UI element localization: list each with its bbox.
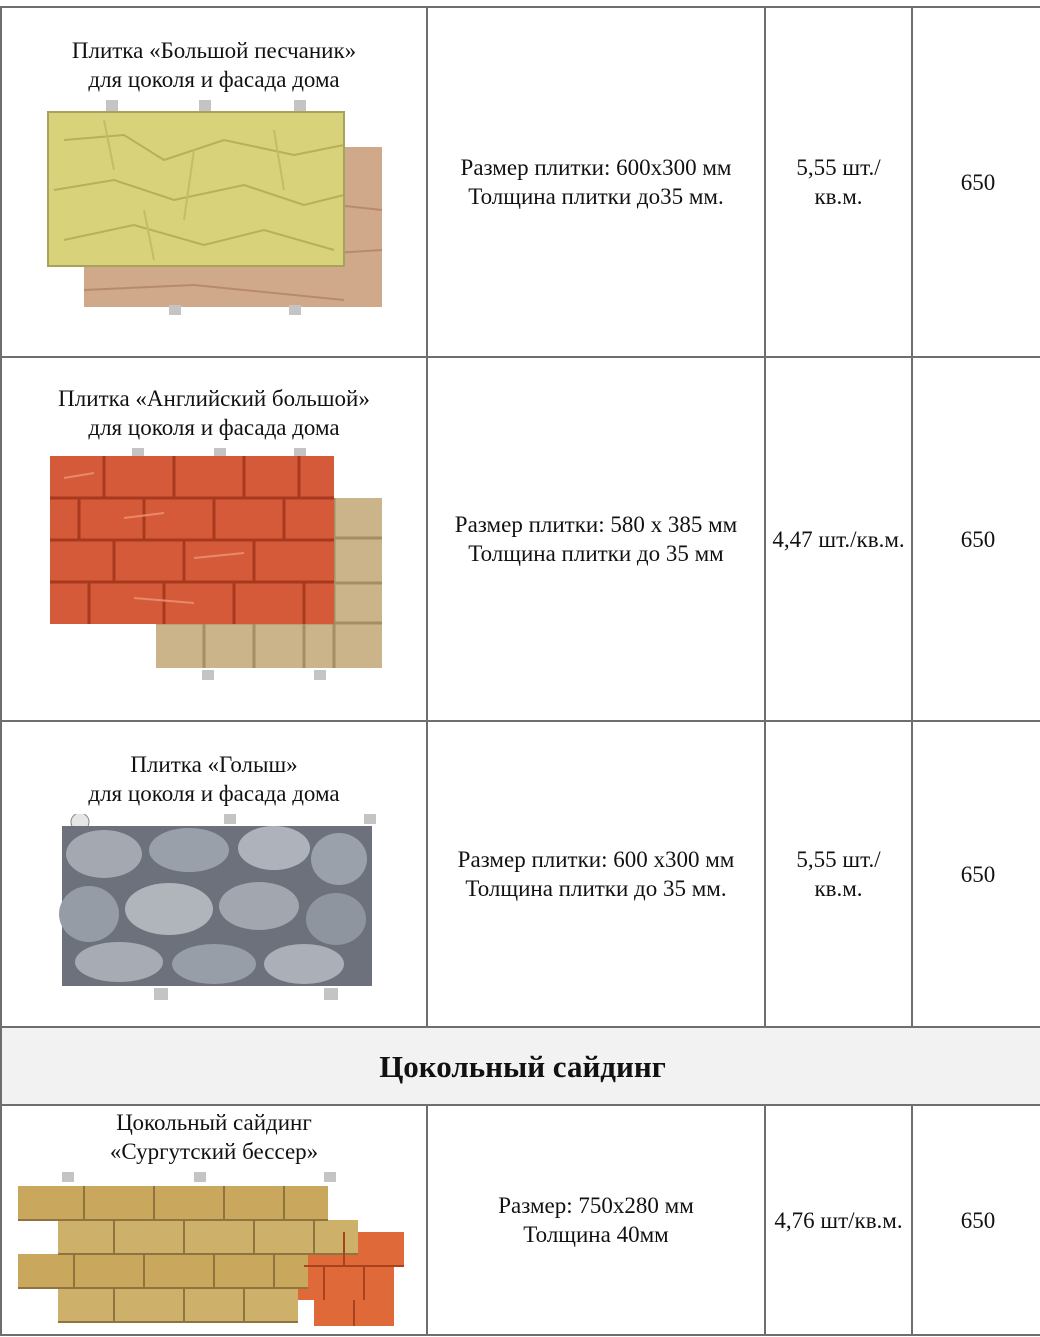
product-subtitle: «Сургутский бессер» [109, 1139, 319, 1164]
product-cell [1, 7, 427, 357]
rate-text: 5,55 шт./ [796, 155, 881, 180]
size-cell [427, 721, 765, 1027]
size-text: Размер плитки: 580 х 385 мм [454, 512, 738, 537]
rate-cell [765, 721, 912, 1027]
size-text: Размер: 750х280 мм [498, 1193, 694, 1218]
price-cell: 650 [912, 357, 1040, 721]
price-cell: 650 [912, 721, 1040, 1027]
product-cell [1, 357, 427, 721]
size-cell [427, 357, 765, 721]
product-name: Цокольный сайдинг [116, 1110, 312, 1135]
price-table [0, 6, 1040, 1336]
rate-cell: 4,76 шт/кв.м. [765, 1105, 912, 1335]
thickness-text: Толщина плитки до 35 мм. [465, 876, 727, 901]
rate-unit: кв.м. [814, 184, 863, 209]
english-brick-tile-image [44, 448, 384, 684]
product-subtitle: для цоколя и фасада дома [88, 67, 340, 92]
table-row [1, 721, 1040, 1027]
pebble-tile-image [44, 814, 384, 1004]
product-name: Плитка «Большой песчаник» [71, 38, 357, 63]
size-cell [427, 1105, 765, 1335]
section-title: Цокольный сайдинг [1, 1027, 1040, 1105]
product-subtitle: для цоколя и фасада дома [88, 415, 340, 440]
thickness-text: Толщина плитки до35 мм. [468, 184, 724, 209]
size-text: Размер плитки: 600х300 мм [460, 155, 732, 180]
section-header-row [1, 1027, 1040, 1105]
product-cell [1, 1105, 427, 1335]
product-subtitle: для цоколя и фасада дома [88, 781, 340, 806]
price-cell: 650 [912, 7, 1040, 357]
size-cell [427, 7, 765, 357]
price-cell: 650 [912, 1105, 1040, 1335]
rate-unit: кв.м. [814, 876, 863, 901]
product-cell [1, 721, 427, 1027]
table-row [1, 7, 1040, 357]
sandstone-tile-image [44, 100, 384, 324]
table-row [1, 1105, 1040, 1335]
product-name: Плитка «Голыш» [130, 752, 298, 777]
table-row [1, 357, 1040, 721]
rate-cell [765, 7, 912, 357]
size-text: Размер плитки: 600 х300 мм [457, 847, 735, 872]
rate-text: 5,55 шт./ [796, 847, 881, 872]
rate-cell: 4,47 шт./кв.м. [765, 357, 912, 721]
thickness-text: Толщина 40мм [523, 1222, 669, 1247]
besser-siding-image [14, 1172, 414, 1334]
product-name: Плитка «Английский большой» [58, 386, 370, 411]
thickness-text: Толщина плитки до 35 мм [468, 541, 724, 566]
